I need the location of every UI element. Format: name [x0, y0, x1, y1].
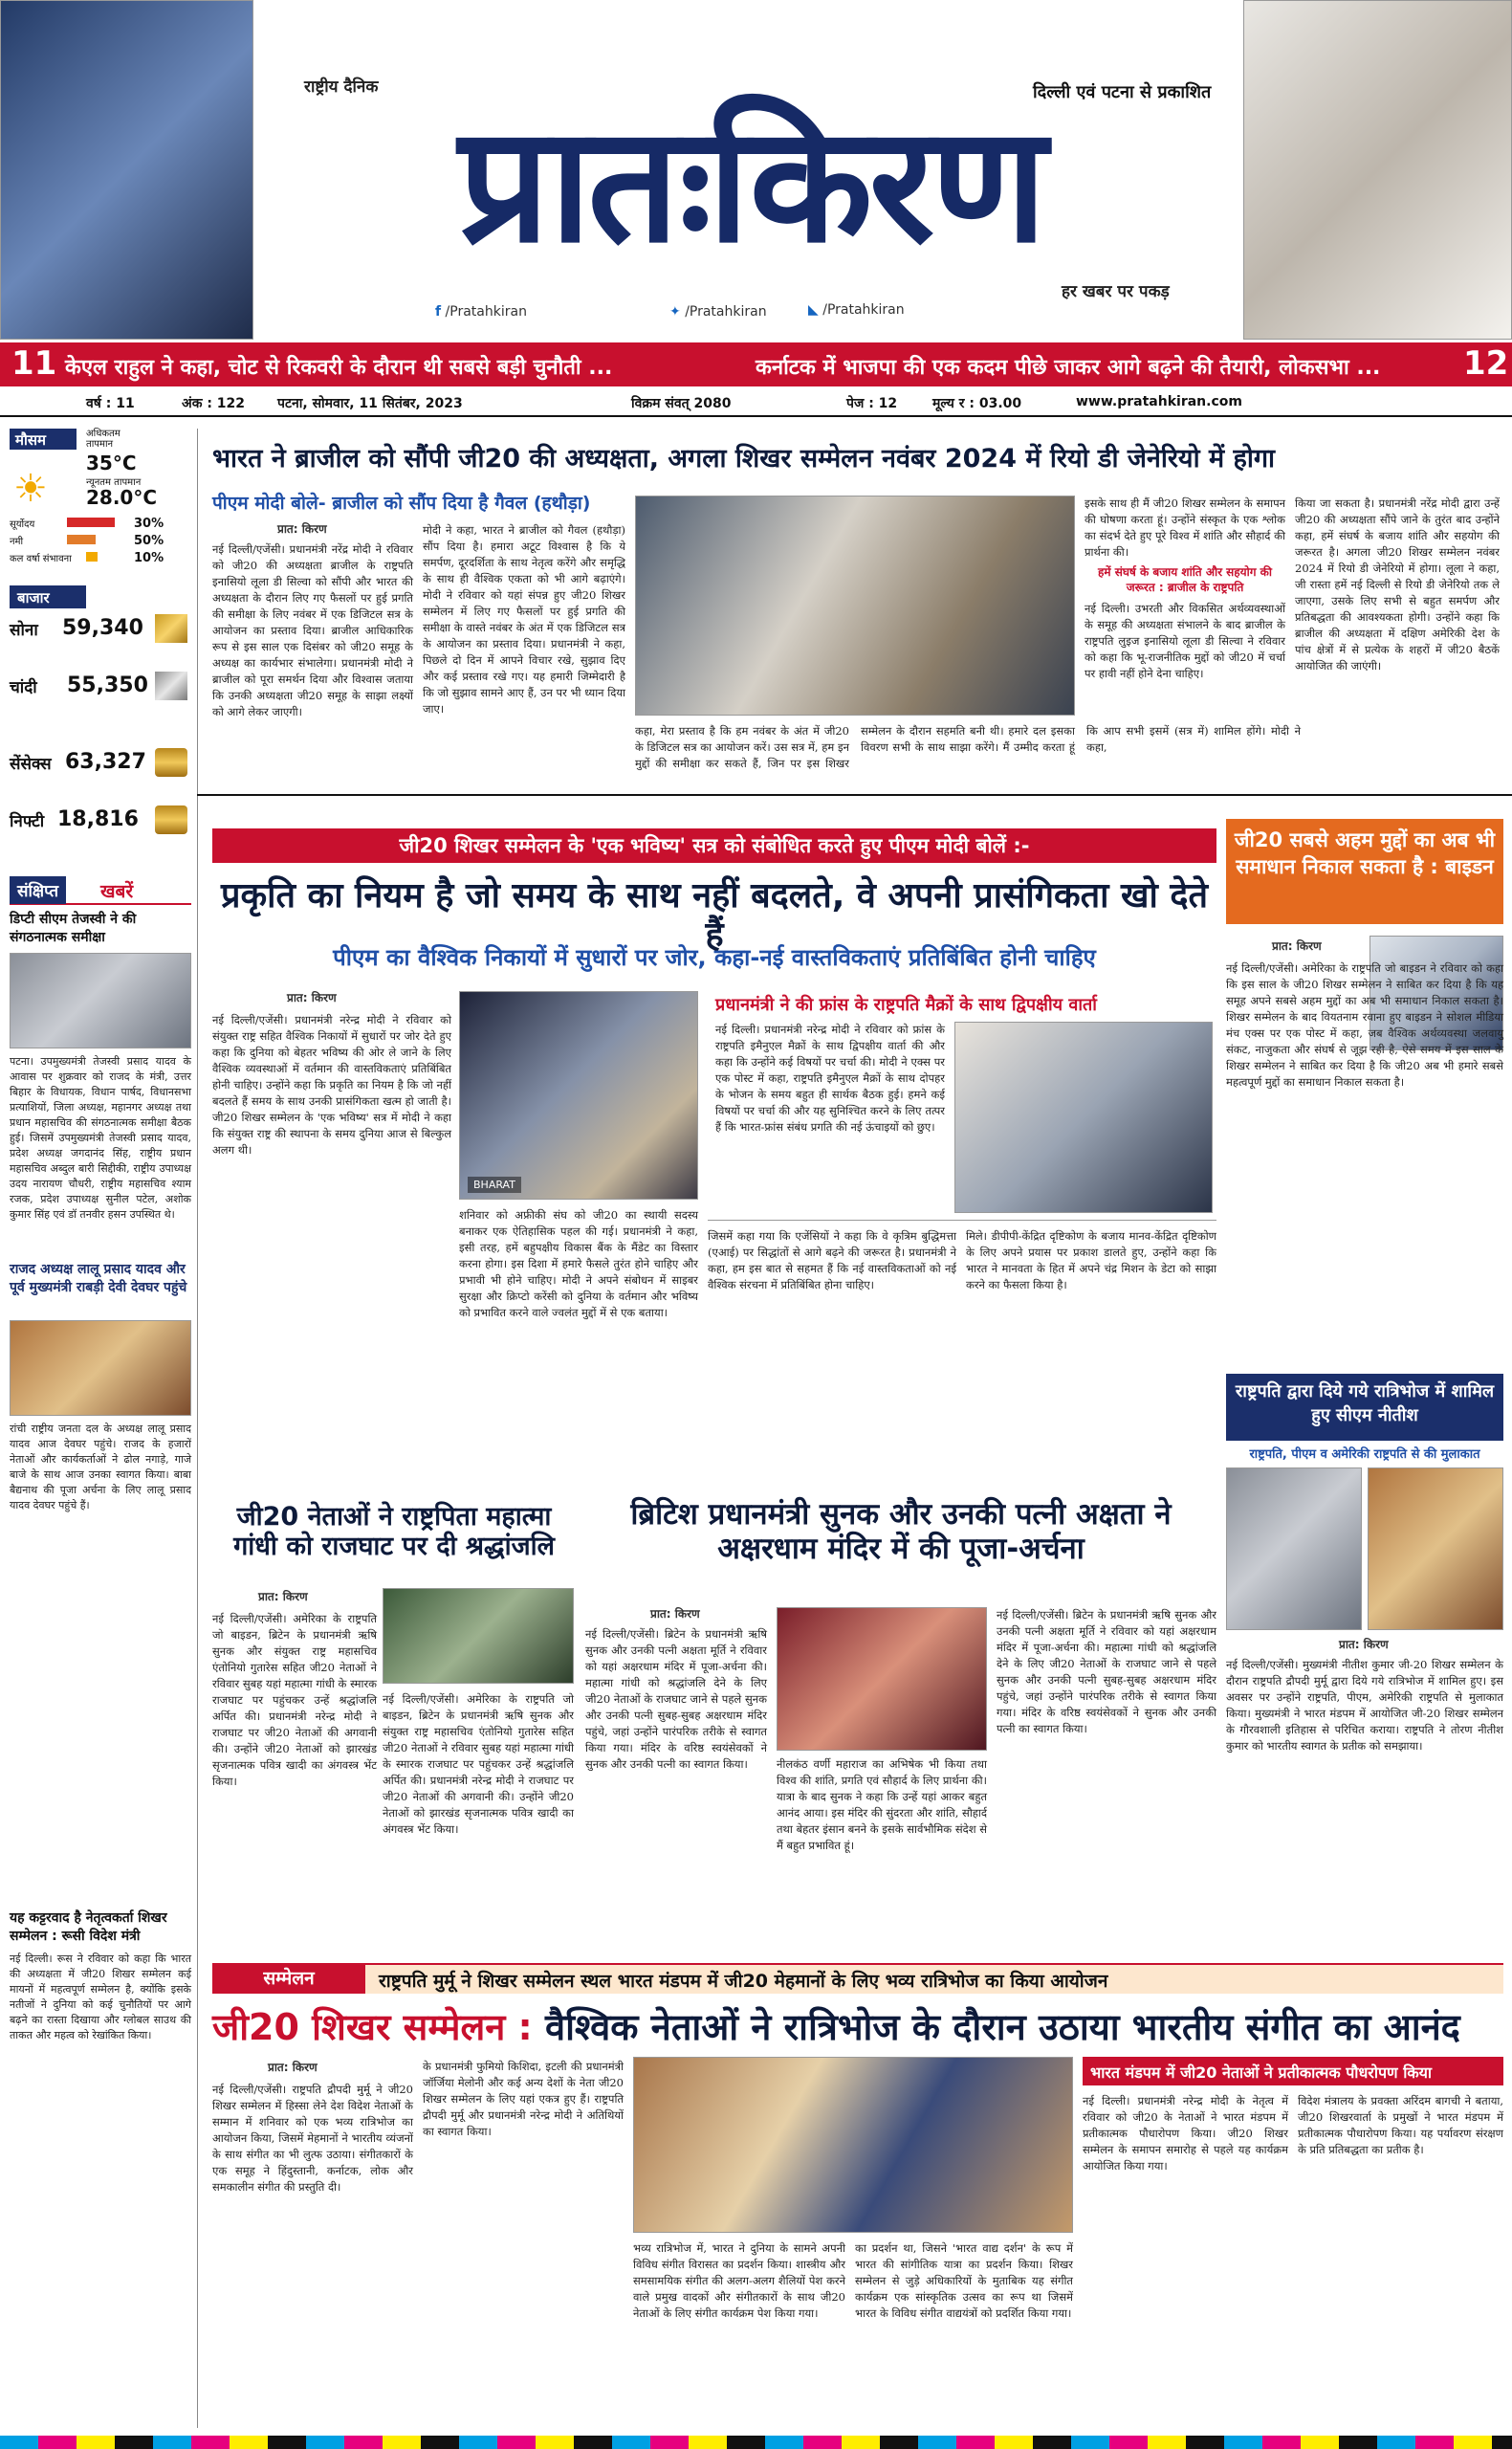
- bottom-col-3: भव्य रात्रिभोज में, भारत ने दुनिया के सामने अपनी विविध संगीत विरासत का प्रदर्शन किया। शास्त्रीय और समसामयिक संगीत की अलग-अलग शैलियों पेश करने वाले प्रमुख वादकों और संगीतकारों के साथ जी20 नेताओं के लिए संगीत कार्यक्रम पेश किया गया।: [633, 2241, 845, 2320]
- lead-col-2: मोदी ने कहा, भारत ने ब्राजील को गैवल (हथौड़ा) सौंप दिया है। हमारा अटूट विश्वास है कि ये समर्पण, दूरदर्शिता के साथ नेतृत्व करेंगे और समृद्धि के साथ ही वैश्विक एकता को भी आगे बढ़ाएंगे। मोदी ने रविवार को यहां संपन्न हुए जी20 शिखर सम्मेलन में लिए गए फैसलों पर हुई प्रगति की समीक्षा के वास्ते नवंबर के अंत में एक डिजिटल सत्र के आयोजन का प्रस्ताव दिया। प्रधानमंत्री ने कहा, पिछले दो दिन में आपने विचार रखे, सुझाव दिए और कई प्रस्ताव रखे गए। यह हमारी जिम्मेदारी है कि जो सुझाव सामने आए हैं, उन पर भी ध्यान दिया जाए।: [423, 523, 625, 716]
- facebook-link[interactable]: f /Pratahkiran: [435, 304, 527, 320]
- masthead-title: प्रातःकिरण: [458, 89, 1043, 278]
- samkshipt-item1-text: पटना। उपमुख्यमंत्री तेजस्वी प्रसाद यादव के आवास पर शुक्रवार को राजद के मंत्री, उत्तर बिहार के विधायक, विधान पार्षद, विधानसभा प्रत्याशियों, जिला अध्यक्ष, महानगर अध्यक्ष तथा प्रधान महासचिव की संगठनात्मक समीक्षा बैठक हुई। जिसमें उपमुख्यमंत्री तेजस्वी प्रसाद यादव, प्रदेश अध्यक्ष जगदानंद सिंह, राष्ट्रीय प्रधान महासचिव अब्दुल बारी सिद्दीकी, राष्ट्रीय उपाध्यक्ष उदय नारायण चौधरी, राष्ट्रीय महासचिव श्याम रजक, प्रदेश उपाध्यक्ष सुनील पटेल, अशोक कुमार सिंह एवं डॉ तनवीर हसन उपस्थित थे।: [10, 1055, 191, 1221]
- rajghat-col-1: नई दिल्ली/एजेंसी। अमेरिका के राष्ट्रपति जो बाइडन, ब्रिटेन के प्रधानमंत्री ऋषि सुनक और संयुक्त राष्ट्र महासचिव एंतोनियो गुतारेस सहित जी20 नेताओं ने रविवार सुबह यहां महात्मा गांधी के स्मारक राजघाट पर पहुंचकर उन्हें श्रद्धांजलि अर्पित की। प्रधानमंत्री नरेन्द्र मोदी ने राजघाट पर जी20 नेताओं की अगवानी की। उन्होंने जी20 नेताओं को झारखंड सृजनात्मक पवित्र खादी का अंगवस्त्र भेंट किया।: [212, 1612, 377, 1788]
- sun-cloud-icon: ☀: [13, 467, 48, 511]
- editions: दिल्ली एवं पटना से प्रकाशित: [1033, 82, 1212, 102]
- lead-col-5: नई दिल्ली। उभरती और विकसित अर्थव्यवस्थाओं के समूह की अध्यक्षता संभालने के बाद ब्राजील के राष्ट्रपति लुइज इनासियो लूला डी सिल्वा ने रविवार को कहा कि भू-राजनीतिक मुद्दों को जी20 में चर्चा पर हावी नहीं होने देना चाहिए।: [1085, 602, 1285, 680]
- samkshipt-item2-head[interactable]: राजद अध्यक्ष लालू प्रसाद यादव और पूर्व मुख्यमंत्री राबड़ी देवी देवघर पहुंचे: [10, 1262, 187, 1295]
- ticker-left-text[interactable]: केएल राहुल ने कहा, चोट से रिकवरी के दौरान थी सबसे बड़ी चुनौती ...: [65, 356, 613, 380]
- weather-max-label: अधिकतम तापमान: [86, 429, 121, 450]
- koo-icon: ◣: [808, 302, 819, 318]
- story2-subheadline: पीएम का वैश्विक निकायों में सुधारों पर जोर, कहा-नई वास्तविकताएं प्रतिबिंबित होनी चाहिए: [333, 944, 1096, 971]
- coin-stack-icon: [155, 805, 187, 834]
- story2-modi-photo: BHARAT: [459, 991, 698, 1200]
- bottom-headline-red: जी20 शिखर सम्मेलन :: [212, 2006, 533, 2048]
- koo-link[interactable]: ◣ /Pratahkiran: [808, 302, 905, 318]
- modi-photo: [1243, 0, 1512, 340]
- akshardham-col-2: नीलकंठ वर्णी महाराज का अभिषेक भी किया तथा विश्व की शांति, प्रगति एवं सौहार्द के लिए प्रार्थना की। यात्रा के बाद सुनक ने कहा कि उन्हें यहां आकर बहुत आनंद आया। इस मंदिर की सुंदरता और शांति, सौहार्द तथा बेहतर इंसान बनने के इसके सार्वभौमिक संदेश से मैं बहुत प्रभावित हूं।: [777, 1757, 987, 1852]
- plantation-col-1: नई दिल्ली। प्रधानमंत्री नरेन्द्र मोदी के नेतृत्व में रविवार को जी20 के नेताओं ने भारत मंडपम में प्रतीकात्मक पौधारोपण किया। जी20 शिखर सम्मेलन के समापन समारोह से पहले यह कार्यक्रम आयोजित किया गया।: [1083, 2094, 1288, 2173]
- weather-max: 35°C: [86, 452, 137, 474]
- nitish-box: [1226, 1374, 1503, 1441]
- silver-row: चांदी 55,350: [10, 670, 191, 704]
- bottom-col-2: के प्रधानमंत्री फुमियो किशिदा, इटली की प्रधानमंत्री जॉर्जिया मेलोनी और कई अन्य देशों के नेता जी20 शिखर सम्मेलन के लिए यहां एकत्र हुए हैं। राष्ट्रपति द्रौपदी मुर्मू और प्रधानमंत्री नरेन्द्र मोदी ने अतिथियों का स्वागत किया।: [423, 2060, 624, 2138]
- bottom-col-4: का प्रदर्शन था, जिसने 'भारत वाद्य दर्शन' के रूप में भारत की सांगीतिक यात्रा का प्रदर्शन किया। शिखर सम्मेलन से जुड़े अधिकारियों के मुताबिक यह संगीत कार्यक्रम एक सांस्कृतिक उत्सव का रूप था जिसमें भारत के विविध संगीत वाद्ययंत्रों को प्रदर्शित किया गया।: [855, 2241, 1073, 2320]
- twitter-link[interactable]: ✦ /Pratahkiran: [669, 304, 767, 320]
- samkshipt-item1-head[interactable]: डिप्टी सीएम तेजस्वी ने की संगठनात्मक समीक्षा: [10, 912, 137, 945]
- bottom-headline-blue: वैश्विक नेताओं ने रात्रिभोज के दौरान उठाया भारतीय संगीत का आनंद: [544, 2006, 1460, 2048]
- weather-row-1: सूर्योदय 30%: [10, 517, 164, 531]
- dateline-price: मूल्य र : 03.00: [932, 396, 1022, 411]
- registration-strip: [0, 2436, 1512, 2449]
- story2-col-4: मिले। डीपीपी-केंद्रित दृष्टिकोण के बजाय मानव-केंद्रित दृष्टिकोण के लिए अपने प्रयास पर प्रकाश डालते हुए, उन्होंने कहा कि भारत ने मानवता के हित में अपने चंद्र मिशन के डेटा को साझा करने का फैसला किया है।: [966, 1229, 1216, 1291]
- nitish-sub: राष्ट्रपति, पीएम व अमेरिकी राष्ट्रपति से की मुलाकात: [1249, 1447, 1480, 1462]
- plantation-headline[interactable]: भारत मंडपम में जी20 नेताओं ने प्रतीकात्मक पौधरोपण किया: [1083, 2057, 1503, 2085]
- biden-headline[interactable]: जी20 सबसे अहम मुद्दों का अब भी समाधान निकाल सकता है : बाइडन: [1234, 828, 1496, 878]
- silver-bar-icon: [155, 672, 187, 700]
- rajghat-col-2: नई दिल्ली/एजेंसी। अमेरिका के राष्ट्रपति जो बाइडन, ब्रिटेन के प्रधानमंत्री ऋषि सुनक और संयुक्त राष्ट्र महासचिव एंतोनियो गुतारेस सहित जी20 नेताओं ने रविवार सुबह यहां महात्मा गांधी के स्मारक राजघाट पर पहुंचकर उन्हें श्रद्धांजलि अर्पित की। प्रधानमंत्री नरेन्द्र मोदी ने राजघाट पर जी20 नेताओं की अगवानी की। उन्होंने जी20 नेताओं को झारखंड सृजनात्मक पवित्र खादी का अंगवस्त्र भेंट किया।: [383, 1692, 574, 1836]
- weather-row-3: कल वर्षा संभावना 10%: [10, 551, 164, 565]
- akshardham-headline[interactable]: ब्रिटिश प्रधानमंत्री सुनक और उनकी पत्नी अक्षता ने अक्षरधाम मंदिर में की पूजा-अर्चना: [630, 1497, 1172, 1566]
- lead-headline[interactable]: भारत ने ब्राजील को सौंपी जी20 की अध्यक्षता, अगला शिखर सम्मेलन नवंबर 2024 में रियो डी जेनेरियो में होगा: [212, 444, 1276, 474]
- story2-byline: प्रात: किरण: [287, 991, 337, 1004]
- sensex-row: सेंसेक्स 63,327: [10, 746, 191, 781]
- bottom-bar-text[interactable]: राष्ट्रपति मुर्मू ने शिखर सम्मेलन स्थल भारत मंडपम में जी20 मेहमानों के लिए भव्य रात्रिभोज का किया आयोजन: [379, 1971, 1108, 1992]
- samkshipt-header: संक्षिप्त खबरें: [10, 876, 191, 905]
- rajghat-byline: प्रात: किरण: [258, 1590, 308, 1603]
- nitish-headline[interactable]: राष्ट्रपति द्वारा दिये गये रात्रिभोज में शामिल हुए सीएम नीतीश: [1235, 1381, 1495, 1425]
- nitish-text: नई दिल्ली/एजेंसी। मुख्यमंत्री नीतीश कुमार जी-20 शिखर सम्मेलन के दौरान राष्ट्रपति द्रौपदी मुर्मू द्वारा दिये गये रात्रिभोज में शामिल हुए। इस अवसर पर उन्होंने राष्ट्रपति, पीएम, अमेरिकी राष्ट्रपति से मुलाकात किया। मुख्यमंत्री ने भारत मंडपम में आयोजित जी-20 शिखर सम्मेलन के गौरवशाली इतिहास से परिचित कराया। राष्ट्रपति ने तोरण नीतीश कुमार को भारतीय स्वागत के प्रतीक को समझाया।: [1226, 1658, 1503, 1753]
- lead-col-1: नई दिल्ली/एजेंसी। प्रधानमंत्री नरेंद्र मोदी ने रविवार को जी20 की अध्यक्षता ब्राजील के राष्ट्रपति इनासियो लूला डी सिल्वा को सौंपी और भारत की अध्यक्षता के दौरान लिए गए फैसलों पर हुई प्रगति की समीक्षा के लिए नवंबर में एक डिजिटल सत्र के आयोजन का प्रस्ताव दिया। ब्राजील आधिकारिक रूप से इस साल एक दिसंबर को जी20 समूह के अध्यक्ष का कार्यभार संभालेगा। प्रधानमंत्री मोदी ने ब्राजील को पूरा समर्थन दिया और विश्वास जताया कि उनकी अध्यक्षता जी20 समूह के साझा लक्ष्यों को आगे लेकर जाएगी।: [212, 542, 413, 718]
- dateline-page: पेज : 12: [846, 396, 898, 411]
- rajghat-photo: [383, 1588, 574, 1684]
- banner-one-future: जी20 शिखर सम्मेलन के 'एक भविष्य' सत्र को संबोधित करते हुए पीएम मोदी बोलें :-: [212, 828, 1216, 863]
- twitter-icon: ✦: [669, 304, 681, 320]
- story2-col-2: शनिवार को अफ्रीकी संघ को जी20 का स्थायी सदस्य बनाकर एक ऐतिहासिक पहल की गई। प्रधानमंत्री ने कहा, इसी तरह, हमें बहुपक्षीय विकास बैंक के मैंडेट का विस्तार करना होगा। इस दिशा में हमारे फैसले तुरंत होने चाहिए और प्रभावी भी होने चाहिए। मोदी ने अपने संबोधन में साइबर सुरक्षा और क्रिप्टो करेंसी को दुनिया के वर्तमान और भविष्य को प्रभावित करने वाले ज्वलंत मुद्दों में से एक बताया।: [459, 1208, 698, 1319]
- dateline-website[interactable]: www.pratahkiran.com: [1076, 394, 1242, 409]
- lead-bottom-rule: [197, 794, 1512, 796]
- lead-subheadline: पीएम मोदी बोले- ब्राजील को सौंप दिया है गैवल (हथौड़ा): [212, 493, 591, 514]
- weather-box: [10, 429, 191, 582]
- nitish-photo-1: [1226, 1467, 1362, 1630]
- kl-rahul-photo: [0, 0, 253, 340]
- lead-photo-gavel: [635, 496, 1075, 716]
- rajghat-headline[interactable]: जी20 नेताओं ने राष्ट्रपिता महात्मा गांधी को राजघाट पर दी श्रद्धांजलि: [233, 1502, 555, 1562]
- nifty-row: निफ्टी 18,816: [10, 804, 191, 838]
- lead-col-3: कहा, मेरा प्रस्ताव है कि हम नवंबर के अंत में जी20 के डिजिटल सत्र का आयोजन करें। उस सत्र में, हम इन मुद्दों की समीक्षा कर सकते हैं, जिन पर इस शिखर सम्मेलन के दौरान सहमति बनी थी। हमारे दल इसका विवरण सभी के साथ साझा करेंगे। मैं उम्मीद करता हूं कि आप सभी इसमें (सत्र में) शामिल होंगे। मोदी ने कहा,: [635, 724, 1301, 770]
- gold-bar-icon: [155, 614, 187, 643]
- ticker-left-num: 11: [11, 344, 57, 383]
- story2-col-1: नई दिल्ली/एजेंसी। प्रधानमंत्री नरेन्द्र मोदी ने रविवार को संयुक्त राष्ट्र सहित वैश्विक निकायों में सुधारों पर जोर देते हुए कहा कि दुनिया को बेहतर भविष्य की ओर ले जाने के लिए वैश्विक व्यवस्थाओं में वर्तमान की वास्तविकताएं प्रतिबिंबित होनी चाहिए। उन्होंने कहा कि प्रकृति का नियम है कि जो नहीं बदलते हैं समय के साथ उनकी प्रासंगिकता खत्म हो जाती है। जी20 शिखर सम्मेलन के 'एक भविष्य' सत्र में मोदी ने कहा कि संयुक्त राष्ट्र की स्थापना के समय दुनिया आज से बिल्कुल अलग थी।: [212, 1013, 451, 1157]
- macron-photo: [954, 1022, 1213, 1213]
- bottom-byline: प्रात: किरण: [268, 2061, 318, 2074]
- ticker-right-text[interactable]: कर्नाटक में भाजपा की एक कदम पीछे जाकर आगे बढ़ने की तैयारी, लोकसभा ...: [756, 356, 1381, 380]
- facebook-icon: f: [435, 304, 442, 320]
- coins-icon: [155, 748, 187, 777]
- gold-row: सोना 59,340: [10, 612, 191, 647]
- akshardham-col-1: नई दिल्ली/एजेंसी। ब्रिटेन के प्रधानमंत्री ऋषि सुनक और उनकी पत्नी अक्षता मूर्ति ने रविवार को यहां अक्षरधाम मंदिर में पूजा-अर्चना की। महात्मा गांधी को श्रद्धांजलि देने के लिए जी20 नेताओं के राजघाट जाने से पहले सुनक और उनकी पत्नी सुबह-सुबह अक्षरधाम मंदिर पहुंचे, जहां उन्होंने पारंपरिक तरीके से स्वागत किया गया। मंदिर के वरिष्ठ स्वयंसेवकों ने सुनक और उनकी पत्नी का स्वागत किया।: [585, 1627, 767, 1771]
- weather-row-2: नमी 50%: [10, 534, 164, 548]
- left-col-divider: [197, 429, 198, 2428]
- biden-byline: प्रात: किरण: [1272, 939, 1322, 953]
- lead-byline: प्रात: किरण: [277, 522, 327, 536]
- bottom-dinner-photo: [633, 2057, 1073, 2233]
- lead-col-6: किया जा सकता है। प्रधानमंत्री नरेंद्र मोदी द्वारा उन्हें जी20 की अध्यक्षता सौंपे जाने के तुरंत बाद उन्होंने कहा, हमें संघर्ष के बजाय शांति और सहयोग की जरूरत है। अगला जी20 शिखर सम्मेलन नवंबर 2024 में रियो डी जेनेरियो में होगा। लूला ने कहा, जी रास्ता हमें नई दिल्ली से रियो डी जेनेरियो तक ले जाएगा, उसके लिए सभी से बहुत समर्पण और प्रतिबद्धता की आवश्यकता होगी। उन्होंने कहा कि ब्राजील की अध्यक्षता में दक्षिण अमेरिकी देश के पांच क्षेत्रों में से प्रत्येक के शहरों में जी20 बैठकें आयोजित की जाएंगी।: [1295, 496, 1500, 673]
- rashtriya-dainik: राष्ट्रीय दैनिक: [304, 77, 379, 97]
- macron-box: [708, 991, 1216, 1221]
- samkshipt-item3-text: नई दिल्ली। रूस ने रविवार को कहा कि भारत की अध्यक्षता में जी20 शिखर सम्मेलन कई मायनों में महत्वपूर्ण सम्मेलन है, क्योंकि इसके नतीजों ने दुनिया को कई चुनौतियों पर आगे बढ़ने का रास्ता दिखाया और ग्लोबल साउथ की ताकत और महत्व को रेखांकित किया।: [10, 1953, 191, 2041]
- samkshipt-item2-text: रांची राष्ट्रीय जनता दल के अध्यक्ष लालू प्रसाद यादव आज देवघर पहुंचे। राजद के हजारों नेताओं और कार्यकर्ताओं ने ढोल नगाड़े, गाजे बाजे के साथ आज उनका स्वागत किया। बाबा बैद्यनाथ की पूजा अर्चना के लिए लालू प्रसाद यादव देवघर पहुंचे हैं।: [10, 1423, 191, 1511]
- macron-text: नई दिल्ली। प्रधानमंत्री नरेन्द्र मोदी ने रविवार को फ्रांस के राष्ट्रपति इमैनुएल मैक्रों के साथ द्विपक्षीय वार्ता की और कहा कि उन्होंने कई विषयों पर चर्चा की। मोदी ने एक्स पर एक पोस्ट में कहा, राष्ट्रपति इमैनुएल मैक्रों के साथ दोपहर के भोजन के समय बहुत ही सार्थक बैठक हुई। हमने कई विषयों पर चर्चा की और यह सुनिश्चित करने के लिए तत्पर हैं कि भारत-फ्रांस संबंध प्रगति की नई ऊंचाइयों को छुए।: [715, 1023, 945, 1134]
- bottom-label: सम्मेलन: [212, 1963, 365, 1994]
- samkshipt-item3-head[interactable]: यह कट्टरवाद है नेतृत्वकर्ता शिखर सम्मेलन : रूसी विदेश मंत्री: [10, 1910, 167, 1944]
- akshardham-byline: प्रात: किरण: [650, 1607, 700, 1621]
- nitish-photo-2: [1368, 1467, 1503, 1630]
- akshardham-photo: [777, 1607, 987, 1751]
- samkshipt-item1-photo: [10, 953, 191, 1048]
- story2-col-3: जिसमें कहा गया कि एजेंसियों ने कहा कि वे कृत्रिम बुद्धिमत्ता (एआई) पर सिद्धांतों से आगे बढ़ने की जरूरत है। प्रधानमंत्री ने कहा, हम इस बात से सहमत हैं कि नई वास्तविकताओं को नई वैश्विक संरचना में प्रतिबिंबित होना चाहिए।: [708, 1229, 956, 1291]
- dateline: [0, 388, 1512, 417]
- dateline-varsh: वर्ष : 11: [86, 396, 135, 411]
- weather-label: मौसम: [10, 429, 77, 450]
- lead-pullquote: हमें संघर्ष के बजाय शांति और सहयोग की जरूरत : ब्राजील के राष्ट्रपति: [1097, 565, 1272, 594]
- biden-headline-box: [1226, 819, 1503, 924]
- weather-min-label: न्यूनतम तापमान: [86, 477, 142, 488]
- ticker-right-num: 12: [1463, 344, 1509, 383]
- akshardham-col-3: नई दिल्ली/एजेंसी। ब्रिटेन के प्रधानमंत्री ऋषि सुनक और उनकी पत्नी अक्षता मूर्ति ने रविवार को यहां अक्षरधाम मंदिर में पूजा-अर्चना की। महात्मा गांधी को श्रद्धांजलि देने के लिए जी20 नेताओं के राजघाट जाने से पहले सुनक और उनकी पत्नी सुबह-सुबह अक्षरधाम मंदिर पहुंचे, जहां उन्होंने पारंपरिक तरीके से स्वागत किया गया। मंदिर के वरिष्ठ स्वयंसेवकों ने सुनक और उनकी पत्नी का स्वागत किया।: [997, 1608, 1216, 1735]
- biden-text: नई दिल्ली/एजेंसी। अमेरिका के राष्ट्रपति जो बाइडन ने रविवार को कहा कि इस साल के जी20 शिखर सम्मेलन ने साबित कर दिया है कि यह समूह अपने सबसे अहम मुद्दों का अब भी समाधान निकाल सकता है। शिखर सम्मेलन के बाद वियतनाम रवाना हुए बाइडन ने सोशल मीडिया मंच एक्स पर एक पोस्ट में कहा, जब वैश्विक अर्थव्यवस्था जलवायु संकट, नाजुकता और संघर्ष से जूझ रही है, ऐसे समय में इस साल के शिखर सम्मेलन ने साबित कर दिया है कि जी20 अब भी हमारे सबसे महत्वपूर्ण मुद्दों का समाधान निकाल सकता है।: [1226, 961, 1503, 1089]
- story2-headline[interactable]: प्रकृति का नियम है जो समय के साथ नहीं बदलते, वे अपनी प्रासंगिकता खो देते हैं: [221, 876, 1208, 956]
- market-label: बाजार: [10, 585, 86, 608]
- samkshipt-item2-photo: [10, 1320, 191, 1416]
- nitish-byline: प्रात: किरण: [1339, 1638, 1389, 1651]
- bottom-headline[interactable]: [212, 2001, 1503, 2051]
- macron-headline[interactable]: प्रधानमंत्री ने की फ्रांस के राष्ट्रपति मैक्रों के साथ द्विपक्षीय वार्ता: [715, 995, 1097, 1015]
- bottom-col-1: नई दिल्ली/एजेंसी। राष्ट्रपति द्रौपदी मुर्मू ने जी20 शिखर सम्मेलन में हिस्सा लेने देश विदेश नेताओं के सम्मान में शनिवार को एक भव्य रात्रिभोज का आयोजन किया, जिसमें मेहमानों ने भारतीय व्यंजनों के साथ संगीत का भी लुत्फ उठाया। संगीतकारों के एक समूह ने हिंदुस्तानी, कर्नाटक, लोक और समकालीन संगीत की प्रस्तुति दी।: [212, 2083, 413, 2194]
- dateline-date: पटना, सोमवार, 11 सितंबर, 2023: [277, 396, 463, 411]
- dateline-ank: अंक : 122: [182, 396, 246, 411]
- lead-col-4: इसके साथ ही मैं जी20 शिखर सम्मेलन के समापन की घोषणा करता हूं। उन्होंने संस्कृत के एक श्लोक का संदर्भ देते हुए पूरे विश्व में शांति और सौहार्द की प्रार्थना की।: [1085, 496, 1285, 559]
- plantation-col-2: विदेश मंत्रालय के प्रवक्ता अरिंदम बागची ने बताया, जी20 शिखरवार्ता के प्रमुखों ने भारत मंडपम में प्रतीकात्मक पौधारोपण किया। यह पर्यावरण संरक्षण के प्रति प्रतिबद्धता का प्रतीक है।: [1298, 2094, 1503, 2156]
- weather-min: 28.0°C: [86, 486, 158, 509]
- dateline-vikram: विक्रम संवत् 2080: [631, 396, 732, 411]
- tagline: हर खबर पर पकड़: [1062, 282, 1170, 301]
